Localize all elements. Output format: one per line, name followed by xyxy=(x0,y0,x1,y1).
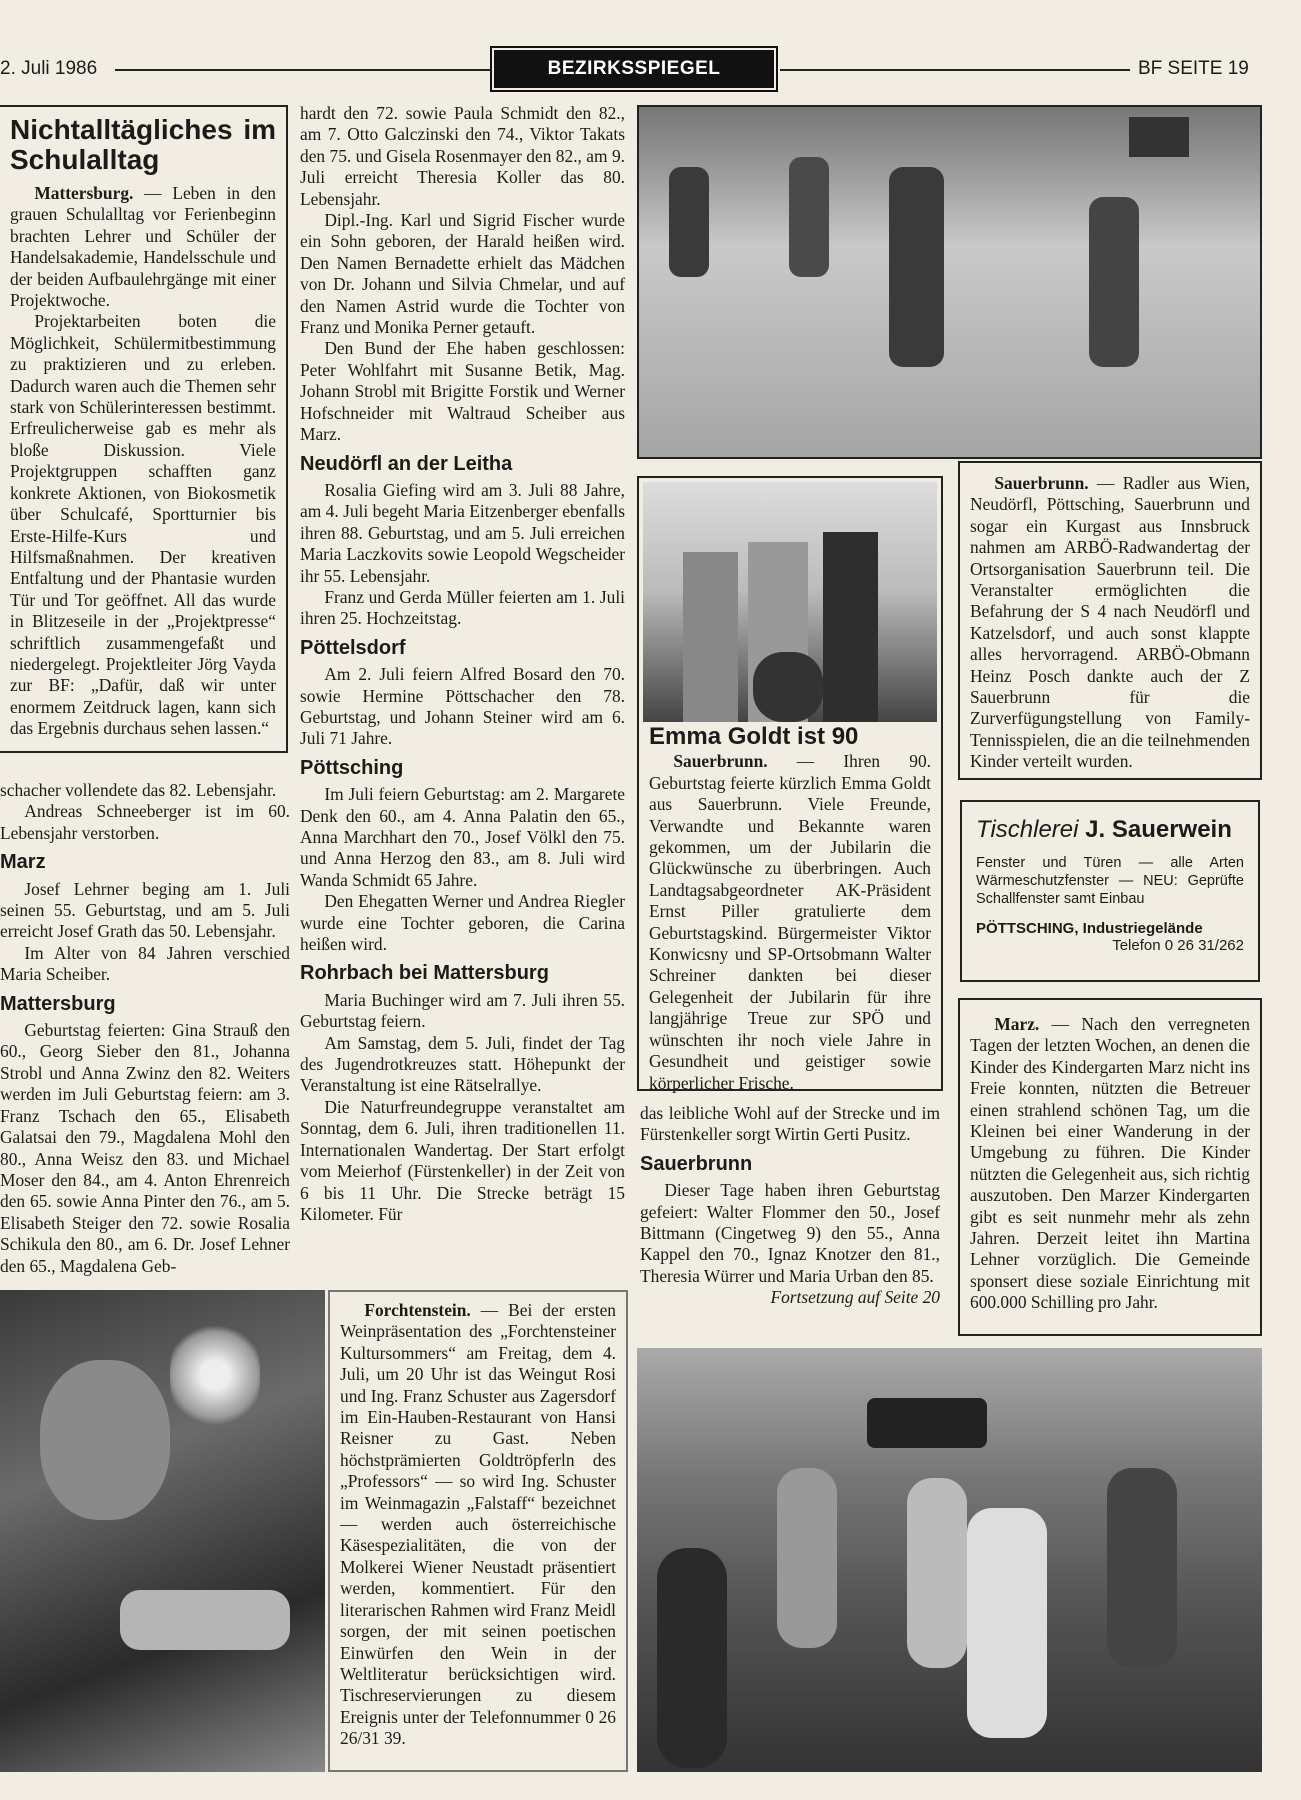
paragraph: Am 2. Juli feiern Alfred Bosard den 70. sowie Hermine Pöttschacher den 78. Geburtstag, und Johann Steiner wird am 6. Juli 71 Jahre. xyxy=(300,664,625,749)
ad-title xyxy=(976,816,1244,844)
person-figure xyxy=(823,532,878,722)
ad-title-italic: Tischlerei xyxy=(976,816,1079,843)
hand-shape xyxy=(120,1590,290,1650)
paragraph: Im Alter von 84 Jahren verschied Maria Scheiber. xyxy=(0,942,290,985)
emma-text xyxy=(649,723,931,1094)
paragraph: — Leben in den grauen Schulalltag vor Ferienbeginn brachten Lehrer und Schüler der Handelsakademie, Handelsschule und der beiden Aufbaulehrgänge mit einer Projektwoche. xyxy=(10,183,276,311)
cyclist-figure xyxy=(789,157,829,277)
photo-emma-goldt xyxy=(643,482,937,722)
article-radwandertag xyxy=(958,461,1262,780)
face-shape xyxy=(40,1360,170,1520)
ad-description: Fenster und Türen — alle Arten Wärmeschutzfenster — NEU: Geprüfte Schallfenster samt Einbau xyxy=(976,855,1244,907)
section-badge: BEZIRKSSPIEGEL xyxy=(494,50,774,88)
paragraph: Dieser Tage haben ihren Geburtstag gefeiert: Walter Flommer den 50., Josef Bittmann (Cingetweg 9) den 55., Anna Kappel den 70., Ignaz Knotzer den 81., Theresia Würrer und Maria Urban den 85. xyxy=(640,1180,940,1286)
page-number: BF SEITE 19 xyxy=(1138,58,1249,79)
header-rule-right xyxy=(780,69,1130,71)
article-title: Nichtalltägliches im Schulalltag xyxy=(10,114,276,175)
article-title: Emma Goldt ist 90 xyxy=(649,723,859,750)
paragraph: Die Naturfreundegruppe veranstaltet am Sonntag, dem 6. Juli, ihren traditionellen 11. Internationalen Wandertag. Der Start erfolgt vom Meierhof (Fürstenkeller) in der Zeit von 6 bis 11 Uhr. Die Strecke beträgt 15 Kilometer. Für xyxy=(300,1096,625,1224)
paragraph: Projektarbeiten boten die Möglichkeit, Schülermitbestimmung zu praktizieren und zu erleben. Dadurch waren auch die Themen sehr stark von Schülerinteressen bestimmt. Erfreulicherweise gab es mehr als bloße Diskussion. Viele Projektgruppen schafften ganz konkrete Aktionen, von Biokosmetik über Schulcafé, Sportturnier bis Erste-Hilfe-Kurs und Hilfsmaßnahmen. Der kreativen Entfaltung und der Phantasie wurden Tür und Tor geöffnet. All das wurde in Blitzeseile in der „Projektpresse“ schriftlich zusammengefaßt und niedergelegt. Projektleiter Jörg Vayda zur BF: „Dafür, daß wir unter enormem Zeitdruck lagen, kann sich das Ergebnis durchaus sehen lassen.“ xyxy=(10,311,276,739)
grape-logo-icon xyxy=(170,1320,260,1430)
paragraph: Den Ehegatten Werner und Andrea Riegler wurde eine Tochter geboren, die Carina heißen wird. xyxy=(300,891,625,955)
ad-location: PÖTTSCHING, Industriegelände xyxy=(976,920,1203,937)
paragraph: hardt den 72. sowie Paula Schmidt den 82., am 7. Otto Galczinski den 74., Viktor Takats den 75. und Gisela Rosenmayer den 82., am 9. Juli erreicht Theresia Koller das 80. Lebensjahr. xyxy=(300,103,625,209)
paragraph: Rosalia Giefing wird am 3. Juli 88 Jahre, am 4. Juli begeht Maria Eitzenberger ebenfalls ihren 88. Geburtstag, und am 5. Juli erreichen Maria Laczkovits sowie Leopold Wegscheider ihr 55. Lebensjahr. xyxy=(300,479,625,586)
car-shape xyxy=(867,1398,987,1448)
cyclist-figure xyxy=(1089,197,1139,367)
paragraph: — Radler aus Wien, Neudörfl, Pöttsching, Sauerbrunn und sogar ein Kurgast aus Innsbruck nahmen am ARBÖ-Radwandertag der Ortsorganisation Sauerbrunn teil. Die Veranstalter ermöglichten die Befahrung der S 4 nach Neudörfl und Katzelsdorf, und auch sonst klappte alles hervorragend. ARBÖ-Obmann Heinz Posch dankte auch der Z Sauerbrunn für die Zurverfügungstellung von Family-Tennisspielen, die an die teilnehmenden Kinder verteilt wurden. xyxy=(970,473,1250,772)
child-figure xyxy=(1107,1468,1177,1668)
paragraph: Dipl.-Ing. Karl und Sigrid Fischer wurde ein Sohn geboren, der Harald heißen wird. Den Namen Bernadette erhielt das Mädchen von Dr. Johann und Silvia Chmelar, und auf den Namen Astrid wurde die Tochter von Franz und Monika Perner getauft. xyxy=(300,210,625,338)
paragraph: Den Bund der Ehe haben geschlossen: Peter Wohlfahrt mit Susanne Betik, Mag. Johann Strobl mit Brigitte Forstik und Werner Hofschneider mit Waltraud Scheiber aus Marz. xyxy=(300,338,625,445)
section-heading-poettsching: Pöttsching xyxy=(300,756,404,779)
dateline: Forchtenstein. xyxy=(364,1300,471,1320)
article-kindergarten-marz xyxy=(958,998,1262,1336)
paragraph: — Ihren 90. Geburtstag feierte kürzlich Emma Goldt aus Sauerbrunn. Viele Freunde, Verwandte und Bekannte waren gekommen, um der Jubilarin die Glückwünsche zu überbringen. Auch Landtagsabgeordneter AK-Präsident Ernst Piller gratulierte dem Geburtstagskind. Bürgermeister Viktor Konwicsny und SP-Ortsobmann Walter Schreiner dankten bei dieser Gelegenheit der Jubilarin für ihre langjährige Treue zur SPÖ und wünschten ihr noch viele Jahre in Gesundheit und geistiger sowie körperlicher Frische. xyxy=(649,751,931,1093)
section-heading-sauerbrunn: Sauerbrunn xyxy=(640,1152,753,1175)
paragraph: — Bei der ersten Weinpräsentation des „Forchtensteiner Kultursommers“ am Freitag, dem 4. Juli, um 20 Uhr ist das Weingut Rosi und Ing. Franz Schuster aus Zagersdorf im Ein-Hauben-Restaurant von Hansi Reisner zu Gast. Neben höchstprämierten Goldtröpferln des „Professors“ — so wird Ing. Schuster im Weinmagazin „Falstaff“ bezeichnet — werden auch österreichische Käsespezialitäten, die von der Molkerei Wiener Neustadt präsentiert werden, kommentiert. Für den literarischen Rahmen wird Franz Meidl sorgen, der mit seinen poetischen Einwürfen den Wein in der Weltliteratur berücksichtigen wird. Tischreservierungen zu diesem Ereignis unter der Telefonnummer 0 26 26/31 39. xyxy=(340,1300,616,1749)
cyclist-figure xyxy=(669,167,709,277)
photo-kindergarten-children xyxy=(637,1348,1262,1772)
section-heading-rohrbach: Rohrbach bei Mattersburg xyxy=(300,962,549,985)
cyclist-figure xyxy=(889,167,944,367)
paragraph: Am Samstag, dem 5. Juli, findet der Tag des Jugendrotkreuzes statt. Höhepunkt der Veranstaltung ist eine Rätselrallye. xyxy=(300,1032,625,1096)
continued-link[interactable]: Fortsetzung auf Seite 20 xyxy=(770,1287,940,1308)
column-1-text xyxy=(0,780,290,1277)
paragraph: Franz und Gerda Müller feierten am 1. Juli ihren 25. Hochzeitstag. xyxy=(300,586,625,629)
person-figure xyxy=(753,652,823,722)
child-figure xyxy=(777,1468,837,1648)
paragraph: schacher vollendete das 82. Lebensjahr. xyxy=(0,780,277,800)
photo-cyclists xyxy=(637,105,1262,459)
ad-phone: Telefon 0 26 31/262 xyxy=(1112,937,1244,954)
article-schulalltag xyxy=(0,105,288,753)
ad-title-bold: J. Sauerwein xyxy=(1085,816,1232,843)
section-heading-marz: Marz xyxy=(0,851,46,874)
photo-wine-man xyxy=(0,1290,325,1772)
person-figure xyxy=(683,552,738,722)
child-figure xyxy=(967,1508,1047,1738)
section-heading-poettelsdorf: Pöttelsdorf xyxy=(300,636,406,659)
column-3-text xyxy=(640,1103,940,1309)
truck-shape xyxy=(1129,117,1189,157)
paragraph: — Nach den verregneten Tagen der letzten Wochen, an denen die Kinder des Kindergarten Marz nicht ins Freie konnten, nützten die Betreuer einen strahlend schönen Tag, um die Kleinen bei einer Wanderung in der Umgebung zu führen. Die Kinder nützten die Gelegenheit aus, sich richtig auszutoben. Den Marzer Kindergarten gibt es seit nunmehr mehr als zehn Jahren. Derzeit leitet ihn Martina Lehner vorzüglich. Die Gemeinde sponsert diese soziale Einrichtung mit 600.000 Schilling pro Jahr. xyxy=(970,1014,1250,1313)
dateline: Sauerbrunn. xyxy=(994,473,1089,493)
paragraph: das leibliche Wohl auf der Strecke und im Fürstenkeller sorgt Wirtin Gerti Pusitz. xyxy=(640,1103,940,1145)
paragraph: Maria Buchinger wird am 7. Juli ihren 55. Geburtstag feiern. xyxy=(300,989,625,1032)
section-heading-neudoerfl: Neudörfl an der Leitha xyxy=(300,452,513,475)
article-emma-goldt xyxy=(637,476,943,1091)
article-forchtenstein xyxy=(328,1290,628,1772)
paragraph: Geburtstag feierten: Gina Strauß den 60., Georg Sieber den 81., Johanna Strobl und Anna Zwinz den 82. Weiters werden im Juli Geburtstag feiern: am 3. Franz Tschach den 65., Elisabeth Galatsai den 79., Magdalena Mohl den 80., Anna Weisz den 83. und Michael Moser den 84., am 4. Anton Ehrenreich den 65. sowie Anna Pinter den 76., am 5. Elisabeth Steiger den 72. sowie Rosalia Schikula den 80., am 6. Dr. Josef Lehner den 65., Magdalena Geb- xyxy=(0,1020,290,1276)
column-2-text xyxy=(300,103,625,1225)
dateline: Marz. xyxy=(994,1014,1040,1034)
header-rule-left xyxy=(115,69,490,71)
paragraph: Im Juli feiern Geburtstag: am 2. Margarete Denk den 60., am 4. Anna Palatin den 65., Anna Marchhart den 70., Josef Völkl den 75. und Anna Herzog den 83., am 8. Juli wird Wanda Schmidt 65 Jahre. xyxy=(300,784,625,890)
dateline: Sauerbrunn. xyxy=(673,751,768,772)
section-heading-mattersburg: Mattersburg xyxy=(0,992,116,1015)
child-figure xyxy=(907,1478,967,1668)
paragraph: Andreas Schneeberger ist im 60. Lebensjahr verstorben. xyxy=(0,801,290,843)
paragraph: Josef Lehrner beging am 1. Juli seinen 55. Geburtstag, und am 5. Juli erreicht Josef Grath das 50. Lebensjahr. xyxy=(0,878,290,942)
child-figure xyxy=(657,1548,727,1768)
advertisement-tischlerei xyxy=(960,800,1260,982)
issue-date: 2. Juli 1986 xyxy=(0,58,98,79)
dateline: Mattersburg. xyxy=(34,183,134,203)
